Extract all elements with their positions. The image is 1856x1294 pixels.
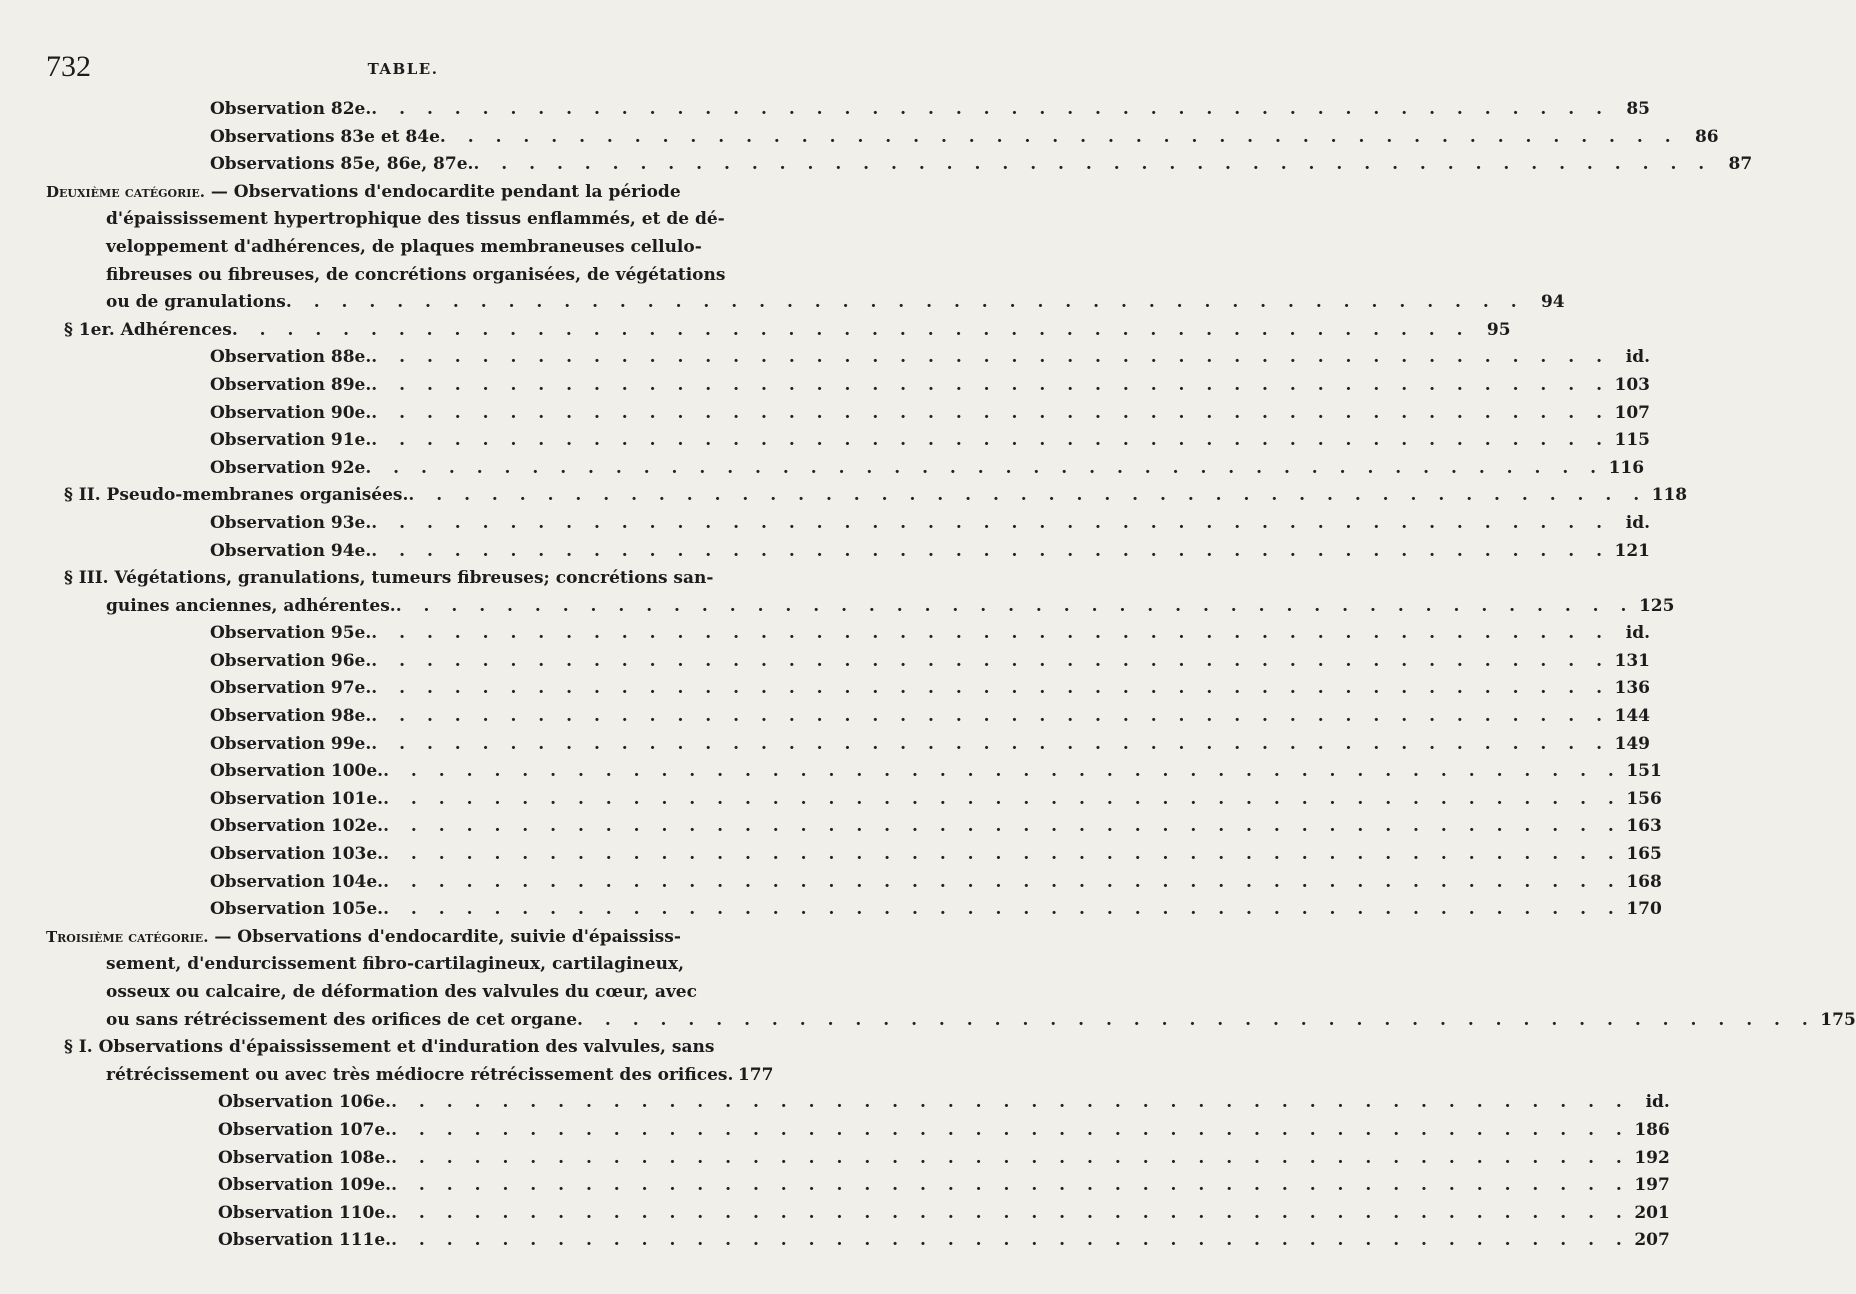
observation-entry [46,344,1651,372]
section-1-heading: § 1er. Adhérences . . . . . . . . . . . . . . . . . . . . . . . . . . . . . . . . . . . . . . . . . . . . . 95 [46,317,762,345]
page-ref: 103 [1614,374,1651,395]
observation-label: Observation 99e. [210,733,372,754]
page-ref: 144 [1614,706,1651,727]
category-2-line-3: veloppement d'adhérences, de plaques membraneuses cellulo- [106,236,702,257]
dot-leader: . . . . . . . . . . . . . . . . . . . . . . . . . . . . . . . . . . . . . . . . . . . . . [371,623,1611,644]
page-ref: id. [1645,1092,1670,1113]
observation-label: Observation 111e. [218,1230,392,1251]
page-ref: id. [1625,512,1651,533]
dot-leader: . . . . . . . . . . . . . . . . . . . . . . . . . . . . . . . . . . . . . . . . . . . . . [383,816,1622,837]
section-3-heading-line-2: guines anciennes, adhérentes. . . . . . . . . . . . . . . . . . . . . . . . . . . . . . . . . . . . . . . . . . . . . . 125 [46,593,762,621]
observation-entry [46,510,1651,538]
section-3-heading-line-1: § III. Végétations, granulations, tumeurs fibreuses; concrétions san- [64,568,714,589]
category-2-line-1: Deuxième catégorie. — Observations d'endocardite pendant la période [46,181,681,202]
observation-label: Observation 107e. [218,1119,392,1140]
dot-leader: . . . . . . . . . . . . . . . . . . . . . . . . . . . . . . . . . . . . . . . . . . . . . [371,512,1611,533]
page-ref: 207 [1634,1230,1670,1251]
observation-label: Observation 106e. [218,1092,392,1113]
observation-entry [46,372,1651,400]
dot-leader: . . . . . . . . . . . . . . . . . . . . . . . . . . . . . . . . . . . . . . . . . . . . . [371,650,1611,671]
category-2-line-2: d'épaississement hypertrophique des tissus enflammés, et de dé- [106,209,725,230]
dot-leader: . . . . . . . . . . . . . . . . . . . . . . . . . . . . . . . . . . . . . . . . . . . . . [285,292,1525,313]
dot-leader: . . . . . . . . . . . . . . . . . . . . . . . . . . . . . . . . . . . . . . . . . . . . . [408,485,1648,506]
observation-label: Observation 88e. [210,347,372,368]
page-number: 732 [46,50,91,83]
page-ref: 197 [1634,1175,1670,1196]
observation-label: Observation 97e. [210,678,372,699]
category-2-label: Deuxième catégorie. [46,182,205,201]
page-ref: 107 [1614,402,1651,423]
page-ref: 186 [1634,1119,1670,1140]
page-ref: 85 [1626,99,1651,119]
observation-label: Observation 93e. [210,512,372,533]
section-2-observations [46,510,1651,565]
dot-leader: . . . . . . . . . . . . . . . . . . . . . . . . . . . . . . . . . . . . . . . . . . . . . [383,871,1622,892]
page-ref: 118 [1651,485,1688,506]
observation-entry [46,731,1651,759]
dot-leader: . . . . . . . . . . . . . . . . . . . . . . . . . . . . . . . . . . . . . . . . . . . . . [391,1230,1630,1251]
page-ref: id. [1625,347,1651,368]
observation-entry [46,841,1662,869]
observation-entry [46,648,1651,676]
observation-label: Observation 103e. [210,844,384,865]
category-3-line-2: sement, d'endurcissement fibro-cartilagineux, cartilagineux, [106,954,685,975]
section-4-heading-line-1: § I. Observations d'épaississement et d'induration des valvules, sans [64,1037,715,1058]
dot-leader: . . . . . . . . . . . . . . . . . . . . . . . . . . . . . . . . . . . . . . . . . . . . . [391,1175,1630,1196]
dot-leader: . . . . . . . . . . . . . . . . . . . . . . . . . . . . . . . . . . . . . . . . . . . . . [383,761,1622,782]
observation-label: Observation 110e. [218,1202,392,1223]
observation-label: Observation 95e. [210,623,372,644]
observation-entry [46,96,1651,124]
dot-leader: . . . . . . . . . . . . . . . . . . . . . . . . . . . . . . . . . . . . . . . . . . . . . [371,374,1611,395]
observation-entry [46,427,1651,455]
page-ref: 125 [1638,595,1675,616]
section-2-heading: § II. Pseudo-membranes organisées. . . . . . . . . . . . . . . . . . . . . . . . . . . . . . . . . . . . . . . . . . . . . . 118 [46,482,762,510]
observation-entry [46,400,1651,428]
section-1-observations [46,344,1651,482]
observation-entry [46,758,1662,786]
dot-leader: . . . . . . . . . . . . . . . . . . . . . . . . . . . . . . . . . . . . . . . . . . . . . [383,899,1622,920]
section-4-observations [46,1089,1670,1255]
observation-entry [46,620,1651,648]
observation-entry [46,1117,1670,1145]
category-3-line-3: osseux ou calcaire, de déformation des valvules du cœur, avec [106,982,697,1002]
page-ref: 168 [1626,871,1662,892]
page-ref: 151 [1626,761,1662,782]
observation-entry [46,1227,1670,1255]
page-ref: 175 [1820,1009,1856,1030]
dot-leader: . . . . . . . . . . . . . . . . . . . . . . . . . . . . . . . . . . . . . . . . . . . . . [391,1147,1630,1168]
page-header [46,50,760,86]
page-ref: 136 [1614,678,1651,699]
observation-label: Observation 94e. [210,540,372,561]
observation-entry [46,813,1662,841]
dot-leader: . . . . . . . . . . . . . . . . . . . . . . . . . . . . . . . . . . . . . . . . . . . . . [383,844,1622,865]
observation-entry [46,1200,1670,1228]
dot-leader: . . . . . . . . . . . . . . . . . . . . . . . . . . . . . . . . . . . . . . . . . . . . . [365,457,1605,478]
observation-entry [46,703,1651,731]
page-ref: id. [1625,623,1651,644]
page-ref: 116 [1608,457,1645,478]
dot-leader: . . . . . . . . . . . . . . . . . . . . . . . . . . . . . . . . . . . . . . . . . . . . . [473,154,1713,175]
dot-leader: . . . . . . . . . . . . . . . . . . . . . . . . . . . . . . . . . . . . . . . . . . . . . [371,540,1611,561]
page-ref: 121 [1614,540,1651,561]
dot-leader: . . . . . . . . . . . . . . . . . . . . . . . . . . . . . . . . . . . . . . . . . . . . . [371,733,1611,754]
running-title: TABLE. [367,60,439,78]
dot-leader: . . . . . . . . . . . . . . . . . . . . . . . . . . . . . . . . . . . . . . . . . . . . . [371,678,1611,699]
observation-entry [46,896,1662,924]
category-3-line-4: ou sans rétrécissement des orifices de cet organe . . . . . . . . . . . . . . . . . . . . . . . . . . . . . . . . . . . . . . . . . . . . . 175 [46,1007,762,1035]
page-ref: 94 [1540,292,1565,313]
observation-entry [46,1089,1670,1117]
page-ref: 115 [1614,430,1651,451]
page-ref: 131 [1614,650,1651,671]
dot-leader: . . . . . . . . . . . . . . . . . . . . . . . . . . . . . . . . . . . . . . . . . . . . . [371,347,1611,368]
category-3-line-1: Troisième catégorie. — Observations d'endocardite, suivie d'épaississ- [46,926,681,947]
category-2-line-5: ou de granulations . . . . . . . . . . . . . . . . . . . . . . . . . . . . . . . . . . . . . . . . . . . . . 94 [46,289,762,317]
page-ref: 165 [1626,844,1662,865]
dot-leader: . . . . . . . . . . . . . . . . . . . . . . . . . . . . . . . . . . . . . . . . . . . . . [371,402,1611,423]
page-ref: 177 [737,1064,774,1085]
observation-entry [46,675,1651,703]
dot-leader: . . . . . . . . . . . . . . . . . . . . . . . . . . . . . . . . . . . . . . . . . . . . . [231,319,1471,340]
observation-label: Observation 92e [210,457,366,478]
section-4-heading-line-2: rétrécissement ou avec très médiocre rétrécissement des orifices. 177 [46,1062,762,1090]
observation-label: Observation 90e. [210,402,372,423]
page-ref: 170 [1626,899,1662,920]
observation-entry [46,124,1719,152]
page-ref: 95 [1486,319,1511,340]
dot-leader: . . . . . . . . . . . . . . . . . . . . . . . . . . . . . . . . . . . . . . . . . . . . . [371,99,1611,119]
observation-label: Observation 96e. [210,650,372,671]
observation-label: Observation 89e. [210,374,372,395]
observation-entry [46,869,1662,897]
category-2-line-4: fibreuses ou fibreuses, de concrétions organisées, de végétations [106,264,726,285]
page-ref: 149 [1614,733,1651,754]
dot-leader: . . . . . . . . . . . . . . . . . . . . . . . . . . . . . . . . . . . . . . . . . . . . . [391,1092,1630,1113]
table-of-contents [46,96,1856,1255]
dot-leader: . . . . . . . . . . . . . . . . . . . . . . . . . . . . . . . . . . . . . . . . . . . . . [391,1119,1630,1140]
obs-head-list [46,96,1753,179]
observation-entry [46,455,1645,483]
page-ref: 201 [1634,1202,1670,1223]
observation-label: Observation 105e. [210,899,384,920]
observation-entry [46,538,1651,566]
dot-leader: . . . . . . . . . . . . . . . . . . . . . . . . . . . . . . . . . . . . . . . . . . . . . [383,788,1622,809]
observation-entry [46,1145,1670,1173]
dot-leader: . . . . . . . . . . . . . . . . . . . . . . . . . . . . . . . . . . . . . . . . . . . . . [439,126,1679,147]
observation-label: Observation 91e. [210,430,372,451]
observation-label: Observations 83e et 84e [210,126,440,147]
dot-leader: . . . . . . . . . . . . . . . . . . . . . . . . . . . . . . . . . . . . . . . . . . . . . [371,706,1611,727]
page-ref: 86 [1694,126,1719,147]
observation-label: Observation 102e. [210,816,384,837]
observation-entry [46,786,1662,814]
observation-label: Observation 108e. [218,1147,392,1168]
dot-leader: . . . . . . . . . . . . . . . . . . . . . . . . . . . . . . . . . . . . . . . . . . . . . [371,430,1611,451]
observation-label: Observation 98e. [210,706,372,727]
page-ref: 87 [1728,154,1753,175]
dot-leader: . . . . . . . . . . . . . . . . . . . . . . . . . . . . . . . . . . . . . . . . . . . . . [391,1202,1630,1223]
observation-label: Observation 82e. [210,99,372,119]
observation-label: Observation 109e. [218,1175,392,1196]
observation-entry [46,1172,1670,1200]
page-ref: 192 [1634,1147,1670,1168]
observation-entry [46,151,1753,179]
dot-leader: . . . . . . . . . . . . . . . . . . . . . . . . . . . . . . . . . . . . . . . . . . . . . [577,1009,1816,1030]
page-ref: 163 [1626,816,1662,837]
observation-label: Observations 85e, 86e, 87e. [210,154,474,175]
observation-label: Observation 101e. [210,788,384,809]
observation-label: Observation 104e. [210,871,384,892]
page-ref: 156 [1626,788,1662,809]
dot-leader: . . . . . . . . . . . . . . . . . . . . . . . . . . . . . . . . . . . . . . . . . . . . . [395,595,1635,616]
observation-label: Observation 100e. [210,761,384,782]
section-3-observations [46,620,1662,924]
category-3-label: Troisième catégorie. [46,927,209,946]
